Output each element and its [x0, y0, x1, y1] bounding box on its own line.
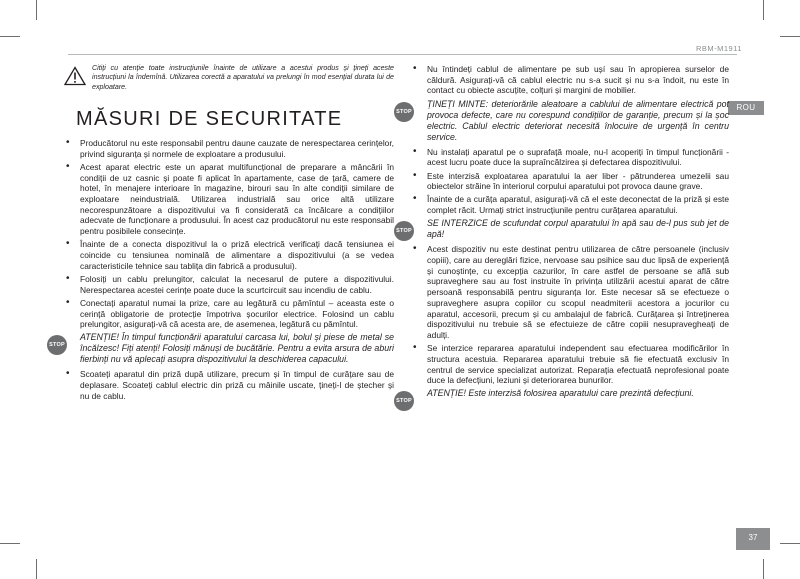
list-item-text: Este interzisă exploatarea aparatului la aer liber - pătrunderea umezelii sau obiectelor străine în interiorul corpului aparatului pot provoca daune grave. [427, 170, 729, 192]
list-item-text: Folosiți un cablu prelungitor, calculat la necesarul de putere a dispozitivului. Nerespectarea acestei cerințe poate duce la scurtcircuit sau incendiu de cablu. [80, 273, 394, 295]
crop-mark [0, 36, 20, 37]
safety-list [411, 147, 729, 216]
list-item [64, 239, 394, 271]
bullet: • [413, 145, 417, 157]
stop-warning-text: ATENȚIE! Este interzisă folosirea aparatului care prezintă defecțiuni. [427, 388, 694, 399]
bullet: • [66, 368, 70, 380]
language-tab: ROU [728, 101, 764, 115]
bullet: • [413, 169, 417, 181]
crop-mark [763, 559, 764, 579]
bullet: • [413, 342, 417, 354]
warning-triangle-icon [64, 66, 86, 86]
stop-icon: STOP [394, 221, 414, 241]
list-item [411, 343, 729, 386]
stop-warning [396, 388, 729, 405]
bullet: • [66, 272, 70, 284]
list-item-text: Conectați aparatul numai la prize, care au legătură cu pămîntul – aceasta este o cerință obligatorie de protecție împotriva șocurilor electrice. Folosind un cablu prelungitor, asigurați-vă că acesta are, de asemenea, legătură cu pămîntul. [80, 297, 394, 330]
bullet: • [413, 243, 417, 255]
bullet: • [66, 160, 70, 172]
list-item [64, 274, 394, 295]
bullet: • [413, 193, 417, 205]
stop-warning-text: SE INTERZICE de scufundat corpul aparatului în apă sau de-l pus sub jet de apă! [427, 218, 729, 240]
list-item-text: Acest dispozitiv nu este destinat pentru utilizarea de către persoanele (inclusiv copiii), care au dereglări fizice, nervoase sau psihice sau duc lipsă de experiență și cunoștințe, cu excepția cazurilor, în care astfel de persoane se află sub supraveghere sau au fost instruite în privința utilizării acestui aparat de către persoană responsabilă pentru siguranța lor. Este necesar să se efectueze o supraveghere asupra copiilor cu scopul neadmiterii acestora a jocurilor cu aparatul, accesorii, precum și cu ambalajul de fabrică. Curățarea și întreținerea dispozitivului nu trebuie să se efectuieze de către copiii nesupravegheați de adulți. [427, 244, 729, 340]
list-item [411, 171, 729, 192]
bullet: • [66, 296, 70, 308]
list-item-text: Se interzice repararea aparatului independent sau efectuarea modificărilor în structura acestuia. Repararea aparatului trebuie să fie efectuată exclusiv în centrul de service specializat autorizat. Reparația efectuată neprofesional poate duce la defecțiuni, leziuni și deteriorarea bunurilor. [427, 343, 729, 386]
model-number: RBM-M1911 [695, 44, 742, 53]
section-title: MĂSURI DE SECURITATE [76, 108, 343, 130]
list-item [64, 162, 394, 237]
safety-list [64, 369, 394, 401]
list-item [411, 244, 729, 340]
list-item [411, 194, 729, 215]
stop-warning [396, 218, 729, 240]
bullet: • [66, 137, 70, 148]
crop-mark [36, 0, 37, 20]
list-item-text: Nu instalați aparatul pe o suprafață moale, nu-l acoperiți în timpul funcționării - acest lucru poate duce la supraîncălzirea și defectarea dispozitivului. [427, 146, 729, 168]
list-item [64, 298, 394, 330]
list-item-text: Producătorul nu este responsabil pentru daune cauzate de nerespectarea cerințelor, privind siguranța și normele de exploatare a produsului. [80, 138, 394, 159]
safety-list [411, 244, 729, 386]
stop-icon: STOP [47, 335, 67, 355]
warning-notice [64, 64, 394, 102]
stop-warning-text: ȚINEȚI MINTE: deteriorările aleatoare a cablului de alimentare electrică pot provoca defecte, care nu corespund condițiilor de garanție, precum și la șoc electric. Cablul electric deteriorat necesită înlocuire de urgență în centru service. [427, 98, 729, 142]
right-column [396, 63, 729, 405]
bullet: • [413, 63, 417, 74]
stop-icon: STOP [394, 391, 414, 411]
list-item-text: Înainte de a curăța aparatul, asigurați-vă că el este deconectat de la priză și este complet răcit. Urmați strict instrucțiunile pentru curățarea aparatului. [427, 194, 729, 216]
list-item [64, 138, 394, 159]
stop-warning-text: ATENȚIE! În timpul funcționării aparatului carcasa lui, bolul și piese de metal se încălzesc! Fiți atenți! Folosiți mănuși de bucătărie. Pentru a evita arsura de aburi fierbinți nu vă aplecați asupra dispozitivului la deschiderea capacului. [80, 332, 394, 365]
list-item [64, 369, 394, 401]
list-item [411, 64, 729, 96]
bullet: • [66, 238, 70, 250]
list-item-text: Înainte de a conecta dispozitivul la o priză electrică verificați dacă tensiunea ei coincide cu tensiunea nominală de alimentare a dispozitivului (a se vedea caracteristicile tehnice sau tablița din fabrică a produsului). [80, 239, 394, 271]
list-item [411, 147, 729, 168]
list-item-text: Acest aparat electric este un aparat multifuncțional de preparare a mâncării în condiții de uz casnic și poate fi aplicat în apartamente, case de țară, camere de hotel, în menajere interioare în magazine, birouri sau în alte condiții similare de exploatare neindustrială. Utilizarea industrială sau orice altă utilizare necorespunzătoare a dispozitivului va fi considerată ca încălcare a condițiilor adecvate de funcționare a produsului. În acest caz producătorul nu este responsabil pentru posibilele consecințe. [80, 161, 394, 237]
stop-warning [49, 332, 394, 365]
safety-list [411, 64, 729, 96]
stop-warning [396, 98, 729, 143]
crop-mark [0, 543, 20, 544]
crop-mark [780, 543, 800, 544]
crop-mark [763, 0, 764, 20]
crop-mark [780, 36, 800, 37]
crop-mark [36, 559, 37, 579]
list-item-text: Nu întindeți cablul de alimentare pe sub ușí sau în apropierea surselor de căldură. Asigurați-vă că cablul electric nu s-a sucit și nu s-a îndoit, nu este în contact cu obiecte ascuțite, colțuri și margini de mobilier. [427, 64, 729, 96]
page-number: 37 [736, 528, 770, 550]
left-column [49, 64, 394, 404]
header-divider [68, 54, 737, 55]
warning-text: Citiți cu atenție toate instrucțiunile înainte de utilizare a acestui produs și țineți aceste instrucțiuni la îndemînă. Utilizarea corectă a aparatului va prelungi în mod esențial durata lui de exploatare. [92, 64, 394, 91]
safety-list [64, 138, 394, 330]
stop-icon: STOP [394, 102, 414, 122]
list-item-text: Scoateți aparatul din priză după utilizare, precum și în timpul de curățare sau de deplasare. Scoateți cablul electric din priză cu mâinile uscate, țineți-l de ștecher și nu de cablu. [80, 369, 394, 401]
